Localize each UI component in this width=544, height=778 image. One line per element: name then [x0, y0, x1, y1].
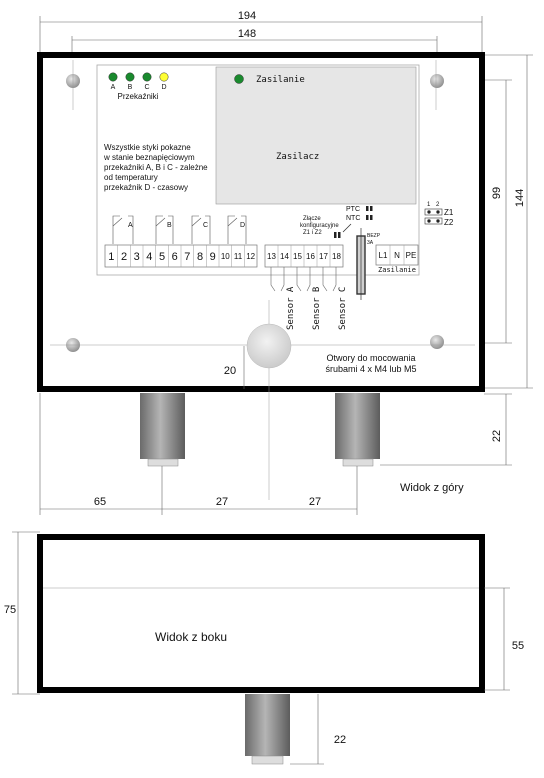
- dim-side-inner-height-label: 55: [511, 640, 525, 652]
- z-pin-1: 1: [427, 202, 431, 208]
- terminal-13: 13: [267, 252, 276, 261]
- power-led-label: Zasilanie: [256, 75, 305, 85]
- dim-gland-side: [290, 694, 324, 764]
- terminal-6: 6: [171, 251, 178, 263]
- terminal-n: N: [394, 251, 400, 260]
- contact-a-label: A: [128, 222, 133, 229]
- led-d-label: D: [161, 84, 167, 91]
- sensor-a-label: Sensor A: [286, 286, 296, 330]
- dim-left-offset-label: 65: [93, 496, 107, 508]
- terminal-8: 8: [196, 251, 204, 263]
- contact-d-label: D: [240, 222, 246, 229]
- led-c-label: C: [144, 84, 150, 91]
- terminal-14: 14: [280, 252, 289, 261]
- z1-label: Z1: [444, 208, 454, 217]
- ntc-label: NTC: [346, 215, 361, 222]
- dim-gland-top: [380, 394, 512, 465]
- config-connector-line-3: Z1 i Z2: [303, 230, 322, 236]
- terminal-pe: PE: [405, 251, 417, 260]
- power-terminals-caption: Zasilanie: [378, 266, 416, 274]
- contact-b-label: B: [167, 222, 172, 229]
- ptc-label: PTC: [346, 206, 360, 213]
- power-supply-title: Zasilacz: [276, 152, 320, 162]
- cable-gland-side: [245, 694, 290, 764]
- note-line-2: w stanie beznapięciowym: [104, 153, 195, 162]
- dim-side-height: [12, 532, 40, 694]
- sensor-c-label: Sensor C: [338, 286, 348, 330]
- terminal-18: 18: [332, 252, 341, 261]
- note-line-3: przekaźniki A, B i C - zależne: [104, 163, 208, 172]
- dim-side-inner-height: [484, 588, 510, 690]
- terminal-7: 7: [184, 251, 191, 263]
- led-b: [126, 73, 134, 81]
- mounting-hole-br: [430, 335, 444, 349]
- led-b-label: B: [127, 84, 133, 91]
- terminal-4: 4: [146, 251, 153, 263]
- dim-right-height-label: 144: [514, 188, 526, 208]
- terminal-10: 10: [220, 252, 230, 261]
- dim-inner-height-label: 99: [491, 186, 503, 200]
- mounting-note-line-1: Otwory do mocowania: [326, 353, 416, 363]
- dim-inner-width-label: 148: [237, 28, 257, 40]
- power-led: [235, 75, 244, 84]
- cable-gland-right: [335, 393, 380, 466]
- contact-c-label: C: [203, 222, 209, 229]
- led-c: [143, 73, 151, 81]
- config-connector-line-1: Złącze: [303, 216, 321, 222]
- fuse-label-2: 3A: [367, 240, 374, 246]
- dim-side-height-label: 75: [3, 604, 17, 616]
- mounting-note-line-2: śrubami 4 x M4 lub M5: [325, 364, 417, 374]
- terminal-17: 17: [319, 252, 328, 261]
- led-a: [109, 73, 117, 81]
- terminal-11: 11: [233, 252, 243, 261]
- terminal-1: 1: [108, 251, 115, 263]
- dim-gland-top-label: 22: [491, 429, 503, 443]
- z2-label: Z2: [444, 218, 454, 227]
- top-view-label: Widok z góry: [400, 482, 464, 494]
- note-line-1: Wszystkie styki pokazne: [104, 143, 191, 152]
- dim-overall-width: [40, 16, 482, 54]
- terminal-l1: L1: [378, 251, 388, 260]
- enclosure-side-view: [40, 537, 482, 690]
- dim-gland-side-label: 22: [333, 734, 347, 746]
- terminal-9: 9: [209, 251, 216, 263]
- power-supply-module: [216, 67, 416, 204]
- terminal-12: 12: [246, 252, 256, 261]
- terminal-16: 16: [306, 252, 315, 261]
- dim-overall-width-label: 194: [237, 10, 257, 22]
- note-line-5: przekaźnik D - czasowy: [104, 183, 189, 192]
- z-pin-2: 2: [436, 202, 440, 208]
- fuse-label-1: BEZP: [367, 233, 381, 239]
- terminal-2: 2: [120, 251, 128, 263]
- dim-hole-offset-label: 20: [223, 365, 237, 377]
- note-line-4: od temperatury: [104, 173, 158, 182]
- relays-title: Przekaźniki: [117, 92, 159, 101]
- terminal-5: 5: [158, 251, 166, 263]
- mounting-hole-tr: [430, 74, 444, 88]
- sensor-b-label: Sensor B: [312, 286, 322, 330]
- terminal-15: 15: [293, 252, 302, 261]
- config-connector-line-2: konfiguracyjne: [300, 223, 339, 229]
- dim-spacing-1-label: 27: [215, 496, 229, 508]
- side-view-label: Widok z boku: [155, 630, 228, 644]
- sensor-labels: [286, 286, 348, 330]
- cable-gland-left: [140, 393, 185, 466]
- cable-hole: [247, 324, 291, 368]
- led-d: [160, 73, 168, 81]
- led-a-label: A: [110, 84, 116, 91]
- dim-spacing-2-label: 27: [308, 496, 322, 508]
- terminal-3: 3: [133, 251, 140, 263]
- dim-right-height: [484, 55, 533, 388]
